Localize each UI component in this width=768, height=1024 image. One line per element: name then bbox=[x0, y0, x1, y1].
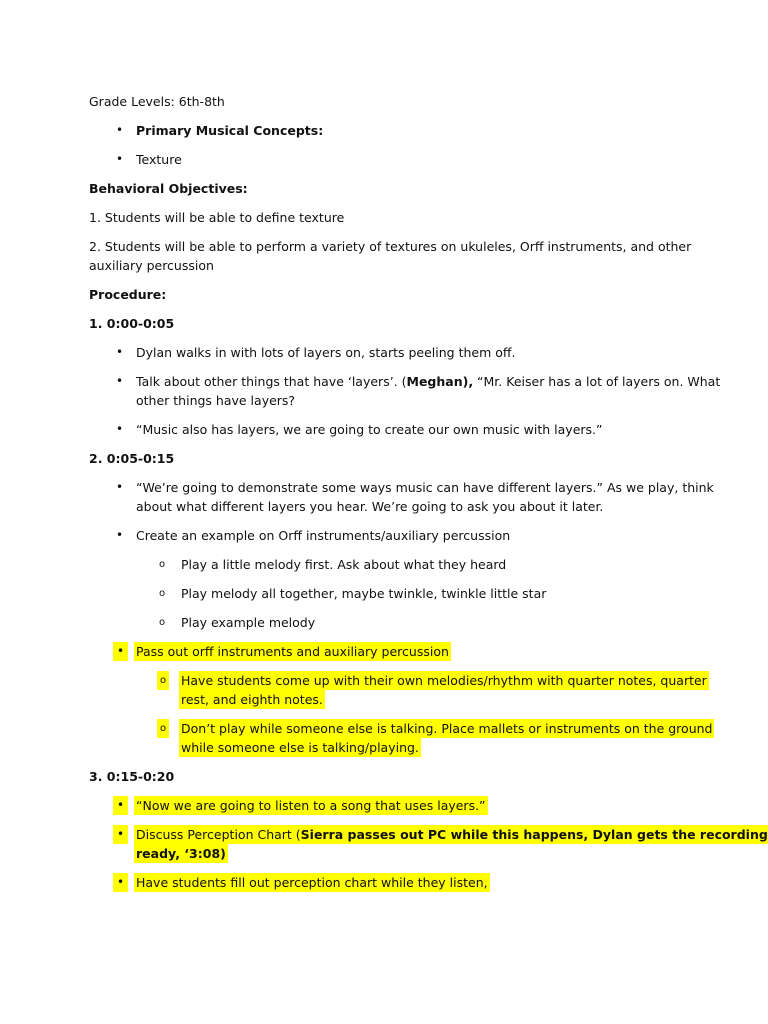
step1-bullet3: “Music also has layers, we are going to create our own music with layers.” bbox=[136, 422, 603, 437]
step2-bullet2: Create an example on Orff instruments/auxiliary percussion bbox=[136, 528, 511, 543]
step3-bullet1: “Now we are going to listen to a song that uses layers.” bbox=[136, 798, 486, 813]
bullet-marker: • bbox=[113, 642, 128, 661]
step3-time: 3. 0:15-0:20 bbox=[89, 769, 175, 784]
behavioral-objectives-heading: Behavioral Objectives: bbox=[89, 181, 248, 196]
step3-bullet2-line2: ready, ‘3:08) bbox=[136, 846, 226, 861]
step1-bullet2-text-b: “Mr. Keiser has a lot of layers on. What bbox=[473, 374, 721, 389]
step2-bullet1-line1: “We’re going to demonstrate some ways music can have different layers.” As we play, think bbox=[136, 480, 714, 495]
grade-levels: Grade Levels: 6th-8th bbox=[89, 94, 225, 109]
step1-bullet2-line2: other things have layers? bbox=[136, 393, 296, 408]
primary-concepts-heading: Primary Musical Concepts: bbox=[136, 123, 324, 138]
step3-bullet2 bbox=[134, 825, 768, 844]
sub-bullet-marker: o bbox=[157, 671, 169, 690]
step2-bullet3-sub1-line1: Have students come up with their own melodies/rhythm with quarter notes, quarter bbox=[181, 673, 707, 688]
sub-bullet-marker: o bbox=[157, 719, 169, 738]
bullet-marker: • bbox=[113, 873, 128, 892]
step3-bullet3: Have students fill out perception chart while they listen, bbox=[136, 875, 488, 890]
step1-bullet2-text-a: Talk about other things that have ‘layers’. ( bbox=[136, 374, 407, 389]
bullet-marker: • bbox=[116, 374, 124, 388]
bullet-marker: • bbox=[116, 480, 124, 494]
step1-bullet2-name: Meghan), bbox=[406, 374, 474, 389]
bullet-marker: • bbox=[116, 123, 124, 137]
objective-1: 1. Students will be able to define texture bbox=[89, 210, 345, 225]
texture-item: Texture bbox=[136, 152, 182, 167]
sub-bullet-marker: o bbox=[159, 588, 166, 599]
objective-2-line2: auxiliary percussion bbox=[89, 258, 214, 273]
step2-sub3: Play example melody bbox=[181, 615, 316, 630]
sub-bullet-marker: o bbox=[159, 559, 166, 570]
procedure-heading: Procedure: bbox=[89, 287, 167, 302]
bullet-marker: • bbox=[116, 528, 124, 542]
bullet-marker: • bbox=[113, 825, 128, 844]
step3-bullet2-text-b: Sierra passes out PC while this happens, Dylan gets the recording bbox=[300, 827, 768, 842]
step2-bullet3-sub2-line2: while someone else is talking/playing. bbox=[181, 740, 419, 755]
sub-bullet-marker: o bbox=[159, 617, 166, 628]
step2-sub2: Play melody all together, maybe twinkle, twinkle little star bbox=[181, 586, 547, 601]
step2-time: 2. 0:05-0:15 bbox=[89, 451, 175, 466]
step2-bullet3: Pass out orff instruments and auxiliary percussion bbox=[136, 644, 449, 659]
bullet-marker: • bbox=[116, 152, 124, 166]
step1-bullet2 bbox=[136, 372, 720, 391]
step3-bullet2-text-a: Discuss Perception Chart ( bbox=[136, 827, 301, 842]
bullet-marker: • bbox=[113, 796, 128, 815]
objective-2-line1: 2. Students will be able to perform a variety of textures on ukuleles, Orff instruments, and other bbox=[89, 239, 692, 254]
step2-bullet3-sub1-line2: rest, and eighth notes. bbox=[181, 692, 323, 707]
step2-bullet1-line2: about what different layers you hear. We’re going to ask you about it later. bbox=[136, 499, 604, 514]
step1-bullet1: Dylan walks in with lots of layers on, starts peeling them off. bbox=[136, 345, 516, 360]
step1-time: 1. 0:00-0:05 bbox=[89, 316, 175, 331]
bullet-marker: • bbox=[116, 345, 124, 359]
step2-sub1: Play a little melody first. Ask about what they heard bbox=[181, 557, 507, 572]
step2-bullet3-sub2-line1: Don’t play while someone else is talking. Place mallets or instruments on the ground bbox=[181, 721, 713, 736]
bullet-marker: • bbox=[116, 422, 124, 436]
